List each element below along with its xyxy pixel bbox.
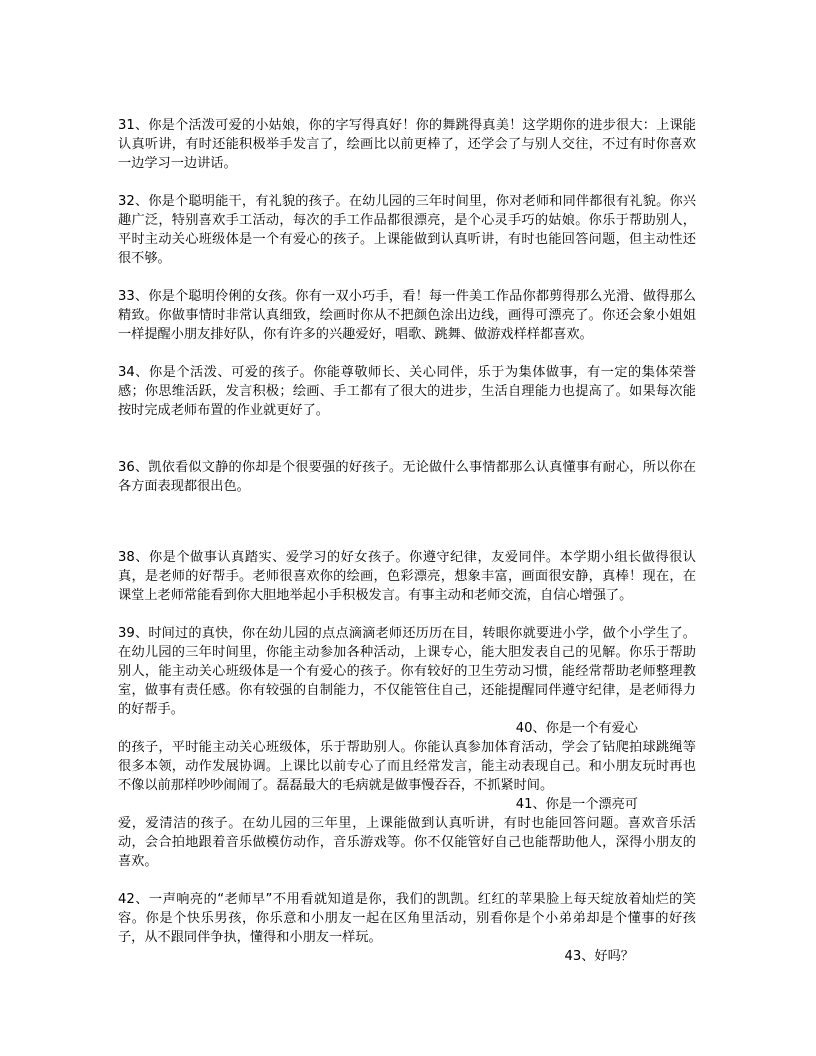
- paragraph-40: 的孩子，平时能主动关心班级体，乐于帮助别人。你能认真参加体育活动，学会了钻爬拍球跳绳等很多本领，动作发展协调。上课比以前专心了而且经常发言，能主动表现自己。和小朋友玩时再也不像以前那样吵吵闹闹了。磊磊最大的毛病就是做事慢吞吞，不抓紧时间。: [118, 740, 696, 793]
- paragraph-34: 34、你是个活泼、可爱的孩子。你能尊敬师长、关心同伴，乐于为集体做事，有一定的集体荣誉感；你思维活跃，发言积极；绘画、手工都有了很大的进步，生活自理能力也提高了。如果每次能按时完成老师布置的作业就更好了。: [118, 365, 696, 418]
- paragraph-41: 爱，爱清洁的孩子。在幼儿园的三年里，上课能做到认真听讲，有时也能回答问题。喜欢音乐活动，会合拍地跟着音乐做模仿动作，音乐游戏等。你不仅能管好自己也能帮助他人，深得小朋友的喜欢。: [118, 816, 696, 869]
- document-body: [118, 116, 696, 966]
- paragraph-42: 42、一声响亮的“老师早”不用看就知道是你，我们的凯凯。红红的苹果脸上每天绽放着灿烂的笑容。你是个快乐男孩，你乐意和小朋友一起在区角里活动，别看你是个小弟弟却是个懂事的好孩子，从不跟同伴争执，懂得和小朋友一样玩。: [118, 892, 696, 945]
- paragraph-38: 38、你是个做事认真踏实、爱学习的好女孩子。你遵守纪律，友爱同伴。本学期小组长做得很认真，是老师的好帮手。老师很喜欢你的绘画，色彩漂亮，想象丰富，画面很安静，真棒！现在，在课堂上老师常能看到你大胆地举起小手积极发言。有事主动和老师交流，自信心增强了。: [118, 550, 696, 603]
- paragraph-31: 31、你是个活泼可爱的小姑娘，你的字写得真好！你的舞跳得真美！这学期你的进步很大：上课能认真听讲，有时还能积极举手发言了，绘画比以前更棒了，还学会了与别人交往，不过有时你喜欢一边学习一边讲话。: [118, 118, 696, 171]
- paragraph-33: 33、你是个聪明伶俐的女孩。你有一双小巧手，看！每一件美工作品你都剪得那么光滑、做得那么精致。你做事情时非常认真细致，绘画时你从不把颜色涂出边线，画得可漂亮了。你还会象小姐姐一样提醒小朋友排好队，你有许多的兴趣爱好，唱歌、跳舞、做游戏样样都喜欢。: [118, 289, 696, 342]
- paragraph-32: 32、你是个聪明能干，有礼貌的孩子。在幼儿园的三年时间里，你对老师和同伴都很有礼貌。你兴趣广泛，特别喜欢手工活动，每次的手工作品都很漂亮，是个心灵手巧的姑娘。你乐于帮助别人，平时主动关心班级体是一个有爱心的孩子。上课能做到认真听讲，有时也能回答问题，但主动性还很不够。: [118, 194, 696, 266]
- paragraph-39: 39、时间过的真快，你在幼儿园的点点滴滴老师还历历在目，转眼你就要进小学，做个小学生了。在幼儿园的三年时间里，你能主动参加各种活动，上课专心，能大胆发表自己的见解。你乐于帮助别人，能主动关心班级体是一个有爱心的孩子。你有较好的卫生劳动习惯，能经常帮助老师整理教室，做事有责任感。你有较强的自制能力，不仅能管住自己，还能提醒同伴遵守纪律，是老师得力的好帮手。: [118, 626, 696, 717]
- paragraph-36: 36、凯依看似文静的你却是个很要强的好孩子。无论做什么事情都那么认真懂事有耐心，所以你在各方面表现都很出色。: [118, 460, 696, 494]
- paragraph-40-heading: 40、你是一个有爱心: [515, 721, 638, 736]
- paragraph-43: 43、好吗？: [564, 949, 634, 964]
- paragraph-41-heading: 41、你是一个漂亮可: [515, 797, 638, 812]
